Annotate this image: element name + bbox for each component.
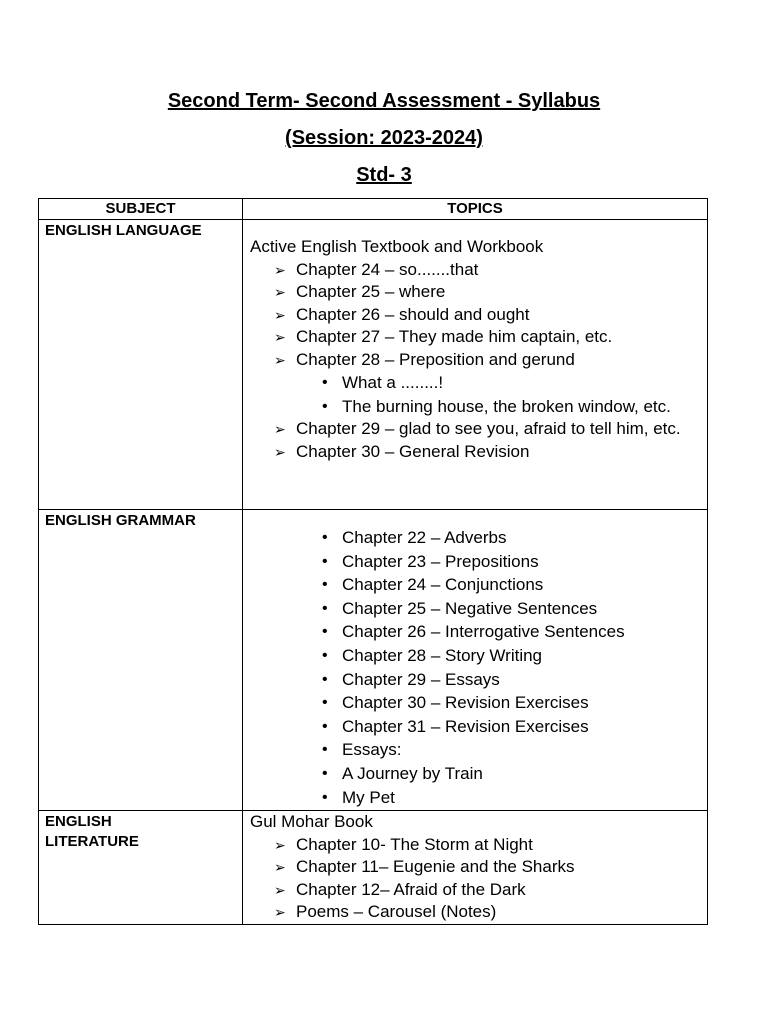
dot-bullet-icon: • — [322, 741, 328, 759]
list-item: ➢ Chapter 30 – General Revision — [243, 441, 707, 464]
dot-bullet-icon: • — [322, 764, 328, 782]
arrow-bullet-icon: ➢ — [274, 329, 286, 345]
dot-bullet-icon: • — [322, 646, 328, 664]
list-item: • Chapter 28 – Story Writing — [243, 644, 707, 668]
book-title: Gul Mohar Book — [250, 812, 373, 831]
arrow-bullet-icon: ➢ — [274, 904, 286, 920]
topics-cell — [243, 220, 708, 510]
arrow-bullet-icon: ➢ — [274, 443, 286, 460]
list-item: • What a ........! — [243, 371, 707, 395]
table-row — [39, 510, 708, 811]
dot-bullet-icon: • — [322, 788, 328, 806]
list-item: • Essays: — [243, 738, 707, 762]
list-item: ➢ Poems – Carousel (Notes) — [243, 901, 707, 924]
table-header-row — [39, 199, 708, 220]
dot-bullet-icon: • — [322, 694, 328, 712]
dot-bullet-icon: • — [322, 374, 328, 391]
table-row — [39, 811, 708, 925]
list-item: ➢ Chapter 25 – where — [243, 281, 707, 304]
arrow-bullet-icon: ➢ — [274, 859, 286, 875]
arrow-bullet-icon: ➢ — [274, 351, 286, 368]
dot-bullet-icon: • — [322, 717, 328, 735]
topics-cell — [243, 811, 708, 925]
list-item: ➢ Chapter 26 – should and ought — [243, 304, 707, 327]
list-item: • Chapter 22 – Adverbs — [243, 526, 707, 550]
subject-column-header: SUBJECT — [39, 199, 243, 220]
list-item: • The burning house, the broken window, etc. — [243, 395, 707, 419]
list-item: ➢ Chapter 12– Afraid of the Dark — [243, 879, 707, 902]
list-item: • My Pet — [243, 786, 707, 810]
arrow-bullet-icon: ➢ — [274, 881, 286, 898]
subject-line: ENGLISH — [45, 813, 112, 830]
topics-cell — [243, 510, 708, 811]
syllabus-table — [38, 198, 708, 925]
list-item: ➢ Chapter 24 – so.......that — [243, 259, 707, 282]
arrow-bullet-icon: ➢ — [274, 836, 286, 853]
dot-bullet-icon: • — [322, 397, 328, 415]
document-title: Second Term- Second Assessment - Syllabus — [167, 90, 601, 112]
list-item: • Chapter 25 – Negative Sentences — [243, 597, 707, 621]
dot-bullet-icon: • — [322, 599, 328, 617]
list-item: ➢ Chapter 29 – glad to see you, afraid to tell him, etc. — [243, 418, 707, 441]
list-item: ➢ Chapter 27 – They made him captain, etc. — [243, 326, 707, 349]
arrow-bullet-icon: ➢ — [274, 261, 286, 278]
arrow-bullet-icon: ➢ — [274, 284, 286, 300]
list-item: ➢ Chapter 10- The Storm at Night — [243, 834, 707, 857]
dot-bullet-icon: • — [322, 623, 328, 641]
subject-cell: ENGLISH GRAMMAR — [39, 510, 243, 811]
dot-bullet-icon: • — [322, 552, 328, 570]
subject-cell — [39, 811, 243, 925]
list-item: • Chapter 23 – Prepositions — [243, 550, 707, 574]
list-item: • Chapter 30 – Revision Exercises — [243, 691, 707, 715]
list-item: • Chapter 26 – Interrogative Sentences — [243, 620, 707, 644]
table-row — [39, 220, 708, 510]
arrow-bullet-icon: ➢ — [274, 421, 286, 437]
session-label: (Session: 2023-2024) — [285, 127, 483, 149]
list-item: ➢ Chapter 28 – Preposition and gerund — [243, 349, 707, 372]
dot-bullet-icon: • — [322, 529, 328, 546]
topics-column-header: TOPICS — [243, 199, 708, 220]
list-item: • Chapter 24 – Conjunctions — [243, 573, 707, 597]
arrow-bullet-icon: ➢ — [274, 306, 286, 323]
subject-cell: ENGLISH LANGUAGE — [39, 220, 243, 510]
book-title: Active English Textbook and Workbook — [250, 237, 544, 256]
list-item: • Chapter 31 – Revision Exercises — [243, 715, 707, 739]
list-item: • Chapter 29 – Essays — [243, 668, 707, 692]
dot-bullet-icon: • — [322, 576, 328, 594]
standard-label: Std- 3 — [356, 164, 412, 186]
subject-line: LITERATURE — [45, 833, 139, 850]
dot-bullet-icon: • — [322, 670, 328, 688]
list-item: • A Journey by Train — [243, 762, 707, 786]
list-item: ➢ Chapter 11– Eugenie and the Sharks — [243, 856, 707, 879]
